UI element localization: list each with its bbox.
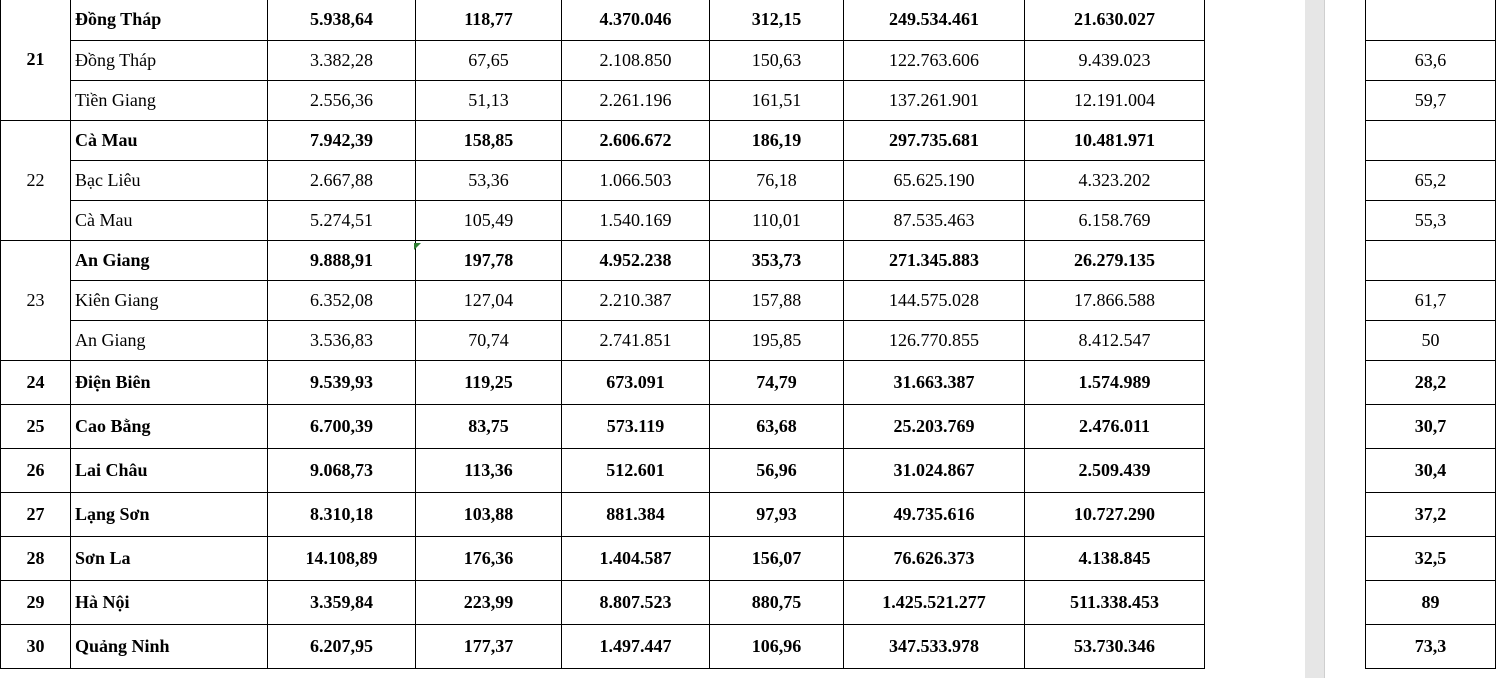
table-row: [1, 321, 1205, 361]
value-cell: 25.203.769: [844, 405, 1025, 449]
value-cell: 5.938,64: [268, 0, 416, 41]
value-cell: 5.274,51: [268, 201, 416, 241]
value-cell: 2.667,88: [268, 161, 416, 201]
value-cell: 3.359,84: [268, 581, 416, 625]
value-cell: 249.534.461: [844, 0, 1025, 41]
value-cell: 197,78: [416, 241, 562, 281]
table-row: [1, 121, 1205, 161]
side-row: [1366, 625, 1496, 669]
value-cell: 6.207,95: [268, 625, 416, 669]
table-row: [1, 537, 1205, 581]
side-row: [1366, 405, 1496, 449]
value-cell: 177,37: [416, 625, 562, 669]
value-cell: 76,18: [710, 161, 844, 201]
value-cell: 2.741.851: [562, 321, 710, 361]
value-cell: 2.210.387: [562, 281, 710, 321]
page-divider: [1324, 0, 1325, 678]
stt-cell: 26: [1, 449, 71, 493]
value-cell: 126.770.855: [844, 321, 1025, 361]
province-name-cell: Tiền Giang: [71, 81, 268, 121]
value-cell: 4.138.845: [1025, 537, 1205, 581]
value-cell: 673.091: [562, 361, 710, 405]
province-name-cell: An Giang: [71, 321, 268, 361]
value-cell: 9.539,93: [268, 361, 416, 405]
stt-cell: 22: [1, 121, 71, 241]
value-cell: 312,15: [710, 0, 844, 41]
value-cell: 1.404.587: [562, 537, 710, 581]
value-cell: 512.601: [562, 449, 710, 493]
value-cell: 53,36: [416, 161, 562, 201]
value-cell: 31.663.387: [844, 361, 1025, 405]
stt-cell: 28: [1, 537, 71, 581]
side-row: [1366, 281, 1496, 321]
value-cell: 70,74: [416, 321, 562, 361]
value-cell: 9.888,91: [268, 241, 416, 281]
province-name-cell: Điện Biên: [71, 361, 268, 405]
value-cell: 6.352,08: [268, 281, 416, 321]
stt-cell: 21: [1, 0, 71, 121]
side-row: [1366, 241, 1496, 281]
value-cell: 10.727.290: [1025, 493, 1205, 537]
table-row: [1, 405, 1205, 449]
value-cell: 106,96: [710, 625, 844, 669]
value-cell: 105,49: [416, 201, 562, 241]
side-value-cell: 32,5: [1366, 537, 1496, 581]
value-cell: 157,88: [710, 281, 844, 321]
table-row: [1, 161, 1205, 201]
value-cell: 2.556,36: [268, 81, 416, 121]
table-row: [1, 0, 1205, 41]
value-cell: 271.345.883: [844, 241, 1025, 281]
side-row: [1366, 449, 1496, 493]
value-cell: 110,01: [710, 201, 844, 241]
side-row: [1366, 161, 1496, 201]
value-cell: 511.338.453: [1025, 581, 1205, 625]
value-cell: 1.066.503: [562, 161, 710, 201]
side-row: [1366, 201, 1496, 241]
value-cell: 63,68: [710, 405, 844, 449]
value-cell: 347.533.978: [844, 625, 1025, 669]
value-cell: 122.763.606: [844, 41, 1025, 81]
province-name-cell: Cà Mau: [71, 121, 268, 161]
province-name-cell: Bạc Liêu: [71, 161, 268, 201]
value-cell: 297.735.681: [844, 121, 1025, 161]
value-cell: 156,07: [710, 537, 844, 581]
value-cell: 17.866.588: [1025, 281, 1205, 321]
value-cell: 9.439.023: [1025, 41, 1205, 81]
table-row: [1, 625, 1205, 669]
side-value-cell: [1366, 241, 1496, 281]
value-cell: 880,75: [710, 581, 844, 625]
value-cell: 144.575.028: [844, 281, 1025, 321]
value-cell: 1.574.989: [1025, 361, 1205, 405]
stt-cell: 29: [1, 581, 71, 625]
value-cell: 2.476.011: [1025, 405, 1205, 449]
value-cell: 118,77: [416, 0, 562, 41]
value-cell: 7.942,39: [268, 121, 416, 161]
comment-indicator-icon: [414, 243, 421, 250]
side-row: [1366, 493, 1496, 537]
page-gutter: [1305, 0, 1325, 678]
side-row: [1366, 0, 1496, 41]
side-value-cell: [1366, 121, 1496, 161]
value-cell: 176,36: [416, 537, 562, 581]
stt-cell: 30: [1, 625, 71, 669]
province-name-cell: Quảng Ninh: [71, 625, 268, 669]
side-value-cell: 28,2: [1366, 361, 1496, 405]
table-row: [1, 201, 1205, 241]
side-value-cell: [1366, 0, 1496, 41]
value-cell: 76.626.373: [844, 537, 1025, 581]
value-cell: 2.509.439: [1025, 449, 1205, 493]
side-row: [1366, 361, 1496, 405]
side-value-cell: 63,6: [1366, 41, 1496, 81]
side-value-cell: 55,3: [1366, 201, 1496, 241]
value-cell: 9.068,73: [268, 449, 416, 493]
province-name-cell: Cao Bằng: [71, 405, 268, 449]
value-cell: 3.382,28: [268, 41, 416, 81]
value-cell: 1.425.521.277: [844, 581, 1025, 625]
province-name-cell: Lai Châu: [71, 449, 268, 493]
side-value-cell: 30,4: [1366, 449, 1496, 493]
province-name-cell: Kiên Giang: [71, 281, 268, 321]
value-cell: 56,96: [710, 449, 844, 493]
value-cell: 573.119: [562, 405, 710, 449]
value-cell: 49.735.616: [844, 493, 1025, 537]
stt-cell: 25: [1, 405, 71, 449]
value-cell: 8.807.523: [562, 581, 710, 625]
value-cell: 4.370.046: [562, 0, 710, 41]
value-cell: 223,99: [416, 581, 562, 625]
value-cell: 97,93: [710, 493, 844, 537]
side-value-column: [1365, 0, 1496, 669]
value-cell: 87.535.463: [844, 201, 1025, 241]
stt-cell: 24: [1, 361, 71, 405]
province-name-cell: Đồng Tháp: [71, 41, 268, 81]
side-value-cell: 65,2: [1366, 161, 1496, 201]
side-row: [1366, 581, 1496, 625]
value-cell: 186,19: [710, 121, 844, 161]
value-cell: 1.540.169: [562, 201, 710, 241]
table-row: [1, 41, 1205, 81]
value-cell: 12.191.004: [1025, 81, 1205, 121]
province-name-cell: Hà Nội: [71, 581, 268, 625]
value-cell: 51,13: [416, 81, 562, 121]
value-cell: 4.323.202: [1025, 161, 1205, 201]
value-cell: 2.108.850: [562, 41, 710, 81]
province-name-cell: Cà Mau: [71, 201, 268, 241]
side-value-cell: 50: [1366, 321, 1496, 361]
value-cell: 2.606.672: [562, 121, 710, 161]
table-row: [1, 581, 1205, 625]
province-name-cell: Lạng Sơn: [71, 493, 268, 537]
table-row: [1, 361, 1205, 405]
value-cell: 83,75: [416, 405, 562, 449]
value-cell: 14.108,89: [268, 537, 416, 581]
value-cell: 103,88: [416, 493, 562, 537]
side-value-cell: 61,7: [1366, 281, 1496, 321]
value-cell: 4.952.238: [562, 241, 710, 281]
stt-cell: 27: [1, 493, 71, 537]
value-cell: 2.261.196: [562, 81, 710, 121]
table-row: [1, 449, 1205, 493]
value-cell: 119,25: [416, 361, 562, 405]
table-row: [1, 493, 1205, 537]
side-value-cell: 30,7: [1366, 405, 1496, 449]
stt-cell: 23: [1, 241, 71, 361]
value-cell: 10.481.971: [1025, 121, 1205, 161]
side-value-cell: 59,7: [1366, 81, 1496, 121]
table-row: [1, 81, 1205, 121]
value-cell: 53.730.346: [1025, 625, 1205, 669]
side-row: [1366, 537, 1496, 581]
side-row: [1366, 121, 1496, 161]
province-name-cell: An Giang: [71, 241, 268, 281]
table-row: [1, 241, 1205, 281]
side-value-cell: 73,3: [1366, 625, 1496, 669]
value-cell: 158,85: [416, 121, 562, 161]
value-cell: 150,63: [710, 41, 844, 81]
value-cell: 6.158.769: [1025, 201, 1205, 241]
province-name-cell: Đồng Tháp: [71, 0, 268, 41]
value-cell: 137.261.901: [844, 81, 1025, 121]
value-cell: 65.625.190: [844, 161, 1025, 201]
value-cell: 881.384: [562, 493, 710, 537]
value-cell: 74,79: [710, 361, 844, 405]
table-row: [1, 281, 1205, 321]
value-cell: 21.630.027: [1025, 0, 1205, 41]
side-row: [1366, 321, 1496, 361]
value-cell: 31.024.867: [844, 449, 1025, 493]
value-cell: 26.279.135: [1025, 241, 1205, 281]
side-value-cell: 89: [1366, 581, 1496, 625]
value-cell: 127,04: [416, 281, 562, 321]
side-row: [1366, 81, 1496, 121]
province-name-cell: Sơn La: [71, 537, 268, 581]
value-cell: 3.536,83: [268, 321, 416, 361]
value-cell: 353,73: [710, 241, 844, 281]
value-cell: 8.310,18: [268, 493, 416, 537]
side-row: [1366, 41, 1496, 81]
value-cell: 6.700,39: [268, 405, 416, 449]
value-cell: 1.497.447: [562, 625, 710, 669]
value-cell: 8.412.547: [1025, 321, 1205, 361]
side-value-cell: 37,2: [1366, 493, 1496, 537]
value-cell: 113,36: [416, 449, 562, 493]
value-cell: 161,51: [710, 81, 844, 121]
value-cell: 195,85: [710, 321, 844, 361]
value-cell: 67,65: [416, 41, 562, 81]
